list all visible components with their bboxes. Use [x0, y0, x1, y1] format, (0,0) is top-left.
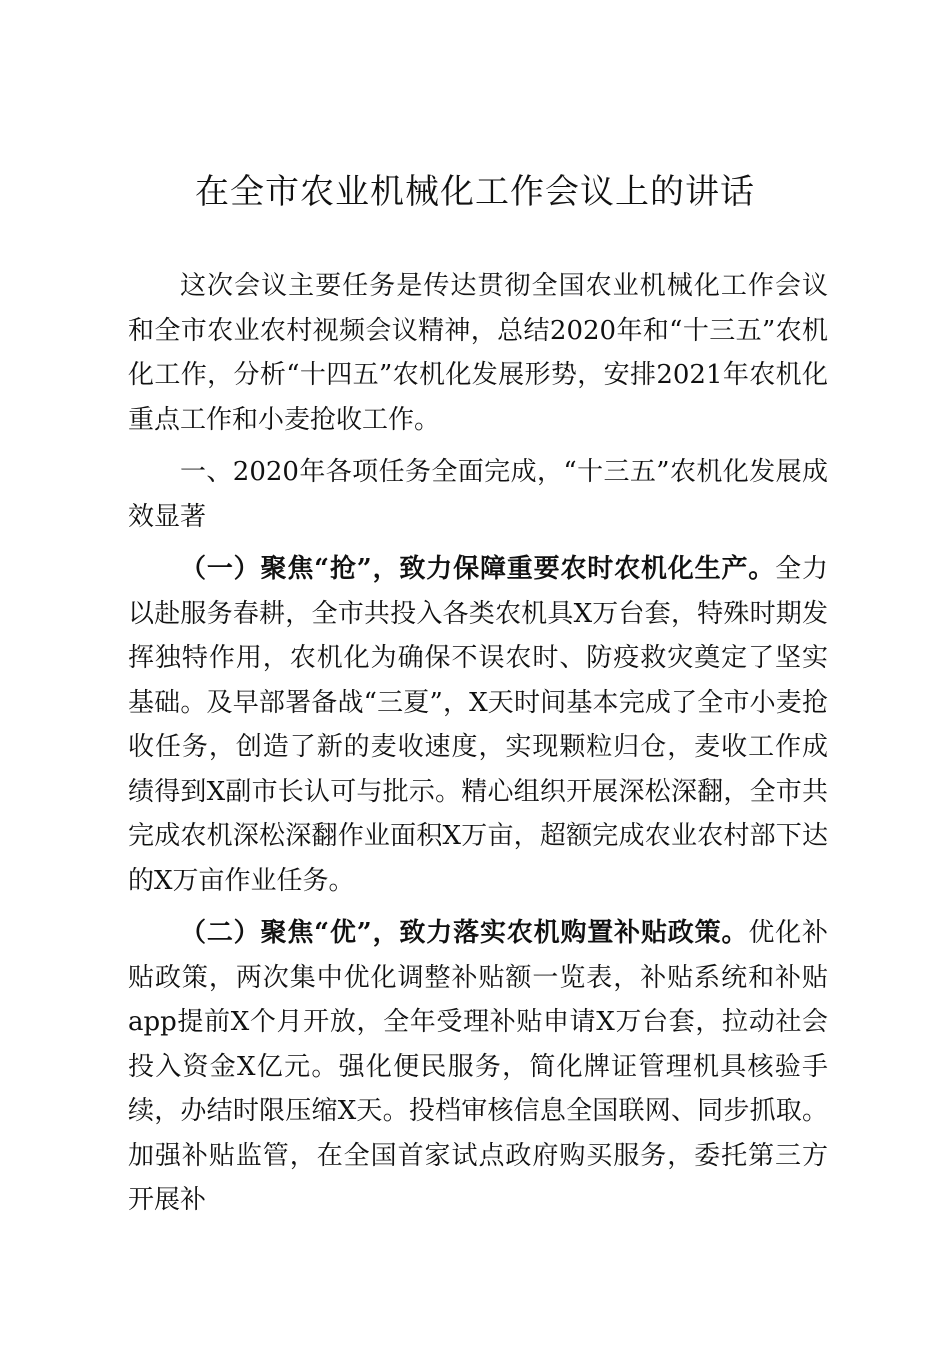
item-lead-1: （一）聚焦“抢”，致力保障重要农时农机化生产。: [180, 554, 776, 584]
item-text-1: 全力以赴服务春耕，全市共投入各类农机具X万台套，特殊时期发挥独特作用，农机化为确保不误农时、防疫救灾奠定了坚实基础。及早部署备战“三夏”，X天时间基本完成了全市小麦抢收任务，创造了新的麦收速度，实现颗粒归仓，麦收工作成绩得到X副市长认可与批示。精心组织开展深松深翻，全市共完成农机深松深翻作业面积X万亩，超额完成农业农村部下达的X万亩作业任务。: [128, 554, 828, 896]
item-paragraph-2: [128, 911, 828, 1223]
item-paragraph-1: [128, 547, 828, 903]
intro-paragraph: 这次会议主要任务是传达贯彻全国农业机械化工作会议和全市农业农村视频会议精神，总结2020年和“十三五”农机化工作，分析“十四五”农机化发展形势，安排2021年农机化重点工作和小麦抢收工作。: [128, 271, 828, 435]
document-body: [128, 264, 828, 1231]
item-text-2: 优化补贴政策，两次集中优化调整补贴额一览表，补贴系统和补贴app提前X个月开放，全年受理补贴申请X万台套，拉动社会投入资金X亿元。强化便民服务，简化牌证管理机具核验手续，办结时限压缩X天。投档审核信息全国联网、同步抓取。加强补贴监管，在全国首家试点政府购买服务，委托第三方开展补: [128, 918, 828, 1215]
section-heading: 一、2020年各项任务全面完成，“十三五”农机化发展成效显著: [128, 457, 828, 532]
document-title: 在全市农业机械化工作会议上的讲话: [195, 172, 755, 212]
item-lead-2: （二）聚焦“优”，致力落实农机购置补贴政策。: [180, 918, 749, 948]
